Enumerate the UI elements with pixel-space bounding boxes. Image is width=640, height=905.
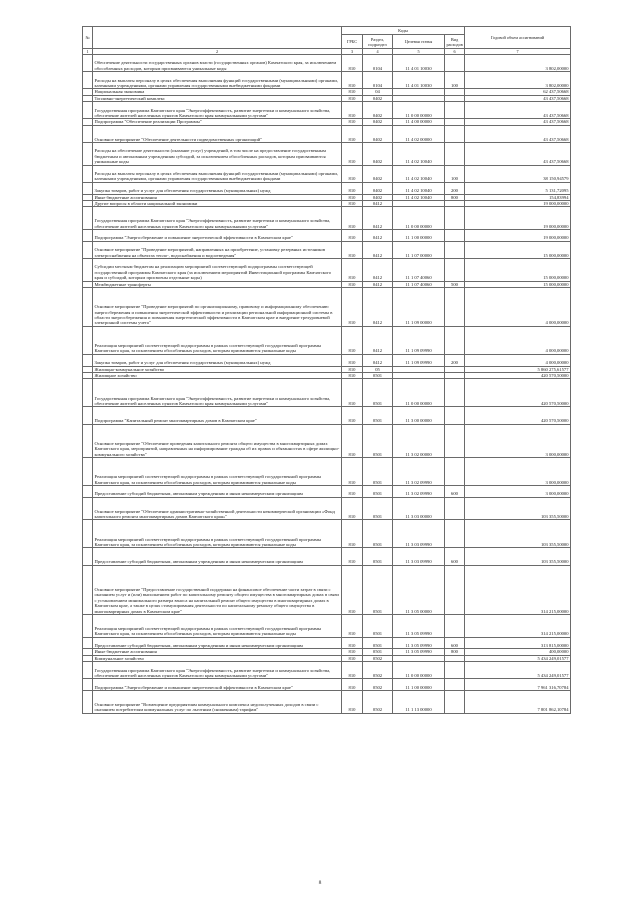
cell-type <box>445 102 465 119</box>
cell-name: Иные бюджетные ассигнования <box>93 194 342 200</box>
cell-number <box>83 679 93 691</box>
cell-grbs: 810 <box>342 379 363 407</box>
table-row <box>83 55 571 72</box>
cell-name: Субсидии местным бюджетам на реализацию мероприятий соответствующей подпрограммы соответствующей государственной программы Камчатского края (за исключением мероприятий Инвестиционной программы Камчатского края и субсидий, которым присвоены отдельные коды) <box>93 258 342 281</box>
table-row <box>83 565 571 615</box>
cell-name: Иные бюджетные ассигнования <box>93 649 342 655</box>
cell-number <box>83 662 93 679</box>
cell-section: 0412 <box>363 326 393 354</box>
cell-amount: 43 437,50668 <box>465 95 571 101</box>
cell-article: 11 4 01 10030 <box>393 72 445 89</box>
cell-amount: 5 131,72095 <box>465 182 571 194</box>
cell-section: 0501 <box>363 497 393 520</box>
header-colnum-5: 5 <box>393 49 445 55</box>
cell-section: 05 <box>363 366 393 372</box>
cell-type <box>445 662 465 679</box>
cell-name: Реализация мероприятий соответствующей подпрограммы в рамках соответствующей государственной программы Камчатского края, за исключением обособленных расходов, которым присваиваются уникальные коды <box>93 326 342 354</box>
cell-name: Подпрограмма "Энергосбережение и повышение энергетической эффективности в Камчатском крае" <box>93 679 342 691</box>
cell-article: 11 3 05 09990 <box>393 637 445 649</box>
table-row <box>83 520 571 548</box>
cell-type: 600 <box>445 548 465 565</box>
cell-name: Государственная программа Камчатского края "Энергоэффективность, развитие энергетики и коммунального хозяйства, обеспечение жителей населенных пунктов Камчатского края коммунальными услугами" <box>93 662 342 679</box>
cell-number <box>83 229 93 241</box>
cell-article: 11 0 00 00000 <box>393 662 445 679</box>
cell-type: 500 <box>445 281 465 287</box>
cell-number <box>83 55 93 72</box>
cell-type <box>445 326 465 354</box>
cell-article: 11 3 05 09990 <box>393 649 445 655</box>
cell-number <box>83 691 93 714</box>
cell-article: 11 0 00 00000 <box>393 102 445 119</box>
cell-grbs: 810 <box>342 89 363 95</box>
table-row <box>83 691 571 714</box>
cell-amount: 3 000,00000 <box>465 424 571 457</box>
cell-amount: 314 215,00000 <box>465 615 571 638</box>
table-row <box>83 662 571 679</box>
cell-amount: 19 000,00000 <box>465 229 571 241</box>
cell-type: 200 <box>445 182 465 194</box>
cell-type <box>445 207 465 230</box>
cell-name: Основное мероприятие "Обеспечение проведения капитального ремонта общего имущества в многоквартирных домах Камчатского края, мероприятий, направленных на информирование граждан об их правах и обязанностях в сфере жилищно-коммунального хозяйства" <box>93 424 342 457</box>
table-row <box>83 457 571 485</box>
cell-section: 0402 <box>363 194 393 200</box>
cell-article: 11 1 09 00000 <box>393 287 445 326</box>
cell-article: 11 3 05 09990 <box>393 615 445 638</box>
header-amount: Годовой объем ассигнований <box>465 27 571 49</box>
cell-grbs: 810 <box>342 194 363 200</box>
table-row <box>83 125 571 142</box>
cell-name: Закупка товаров, работ и услуг для обеспечения государственных (муниципальных) нужд <box>93 182 342 194</box>
cell-section: 0502 <box>363 691 393 714</box>
cell-name: Основное мероприятие "Обеспечение деятельности подведомственных организаций" <box>93 125 342 142</box>
cell-amount: 15 000,00000 <box>465 258 571 281</box>
cell-grbs: 810 <box>342 200 363 206</box>
cell-type <box>445 679 465 691</box>
cell-number <box>83 485 93 497</box>
cell-name: Закупка товаров, работ и услуг для обеспечения государственных (муниципальных) нужд <box>93 354 342 366</box>
cell-grbs: 810 <box>342 287 363 326</box>
cell-section: 0502 <box>363 655 393 661</box>
cell-name: Основное мероприятие "Проведение мероприятий, направленных на приобретение, установку резервных источников электроснабжения на объектах тепло-, водоснабжения и водоотведения" <box>93 241 342 258</box>
page-number: 8 <box>318 880 322 886</box>
cell-type <box>445 407 465 424</box>
header-grbs: ГРБС <box>342 35 363 49</box>
table-row <box>83 207 571 230</box>
cell-grbs: 810 <box>342 102 363 119</box>
cell-number <box>83 615 93 638</box>
cell-name: Предоставление субсидий бюджетным, автономным учреждениям и иным некоммерческим организациям <box>93 485 342 497</box>
cell-grbs: 810 <box>342 637 363 649</box>
cell-article: 11 3 00 00000 <box>393 407 445 424</box>
cell-type: 800 <box>445 194 465 200</box>
cell-name: Основное мероприятие "Предоставление государственной поддержки на финансовое обеспечение части затрат в связи с оказанием услуг и (или) выполнением работ по капитальному ремонту общего имущества в многоквартирных домах в связи с установлением минимального размера взноса на капитальный ремонт общего имущества в многоквартирных домах в Камчатском крае, а также в целях стимулирования деятельности по капитальному ремонту общего имущества в многоквартирных домах в Камчатском крае" <box>93 565 342 615</box>
table-body <box>83 55 571 714</box>
header-colnum-3: 3 <box>342 49 363 55</box>
cell-type <box>445 258 465 281</box>
cell-amount: 103 355,50000 <box>465 520 571 548</box>
cell-section: 0501 <box>363 407 393 424</box>
cell-name: Основное мероприятие "Возмещение предприятиям коммунального комплекса недополученных доходов в связи с оказанием потребителям коммунальных услуг по льготным (сниженным) тарифам" <box>93 691 342 714</box>
cell-section: 0412 <box>363 241 393 258</box>
cell-amount: 154,83994 <box>465 194 571 200</box>
cell-grbs: 810 <box>342 142 363 165</box>
table-row <box>83 679 571 691</box>
table-row <box>83 72 571 89</box>
table-row <box>83 485 571 497</box>
cell-section: 0412 <box>363 200 393 206</box>
cell-article: 11 4 01 10030 <box>393 55 445 72</box>
cell-section: 0402 <box>363 142 393 165</box>
cell-name: Обеспечение деятельности государственных органов власти (государственных органов) Камчатского края, за исключением обособленных расходов, которым присваиваются уникальные коды <box>93 55 342 72</box>
cell-article: 11 1 07 00000 <box>393 241 445 258</box>
table-row <box>83 142 571 165</box>
cell-number <box>83 520 93 548</box>
cell-number <box>83 565 93 615</box>
cell-name: Коммунальное хозяйство <box>93 655 342 661</box>
cell-type <box>445 55 465 72</box>
cell-name: Реализация мероприятий соответствующей подпрограммы в рамках соответствующей государственной программы Камчатского края, за исключением обособленных расходов, которым присваиваются уникальные коды <box>93 457 342 485</box>
cell-section: 0104 <box>363 72 393 89</box>
cell-section: 0402 <box>363 165 393 182</box>
cell-amount: 43 437,50668 <box>465 125 571 142</box>
cell-amount: 7 961 316,70784 <box>465 679 571 691</box>
cell-section: 0412 <box>363 281 393 287</box>
cell-article: 11 4 02 10040 <box>393 194 445 200</box>
header-type: Вид расходов <box>446 36 463 47</box>
cell-grbs: 810 <box>342 281 363 287</box>
cell-amount: 420 570,50000 <box>465 379 571 407</box>
cell-name: Жилищно-коммунальное хозяйство <box>93 366 342 372</box>
cell-name: Расходы на обеспечение деятельности (оказание услуг) учреждений, в том числе на предоставление государственным бюджетным и автономным учреждениям субсидий, за исключением обособленных расходов, которым присваиваются уникальные коды <box>93 142 342 165</box>
cell-amount: 3 000,00000 <box>465 485 571 497</box>
table-row <box>83 241 571 258</box>
table-row <box>83 379 571 407</box>
cell-article: 11 4 02 10040 <box>393 182 445 194</box>
table-row <box>83 287 571 326</box>
cell-number <box>83 637 93 649</box>
cell-section: 0402 <box>363 119 393 125</box>
cell-grbs: 810 <box>342 182 363 194</box>
cell-section: 0501 <box>363 637 393 649</box>
header-colnum-6: 6 <box>445 49 465 55</box>
cell-grbs: 810 <box>342 679 363 691</box>
cell-name: Другие вопросы в области национальной экономики <box>93 200 342 206</box>
cell-number <box>83 72 93 89</box>
cell-amount: 19 000,00000 <box>465 200 571 206</box>
cell-type: 600 <box>445 637 465 649</box>
cell-section: 0412 <box>363 354 393 366</box>
cell-type: 200 <box>445 354 465 366</box>
cell-amount: 43 437,50668 <box>465 102 571 119</box>
cell-grbs: 810 <box>342 207 363 230</box>
cell-type <box>445 229 465 241</box>
cell-name: Предоставление субсидий бюджетным, автономным учреждениям и иным некоммерческим организациям <box>93 548 342 565</box>
cell-grbs: 810 <box>342 55 363 72</box>
table-row <box>83 615 571 638</box>
header-name <box>93 27 342 49</box>
header-section: Раздел, подраздел <box>363 35 393 49</box>
cell-section: 0412 <box>363 229 393 241</box>
cell-number <box>83 142 93 165</box>
cell-name: Подпрограмма "Обеспечение реализации Программы" <box>93 119 342 125</box>
cell-type <box>445 615 465 638</box>
cell-article: 11 1 07 40060 <box>393 281 445 287</box>
cell-grbs: 810 <box>342 565 363 615</box>
cell-name: Подпрограмма "Капитальный ремонт многоквартирных домов в Камчатском крае" <box>93 407 342 424</box>
cell-section: 0501 <box>363 520 393 548</box>
cell-amount: 314 215,00000 <box>465 565 571 615</box>
cell-amount: 3 802,00000 <box>465 55 571 72</box>
cell-type <box>445 142 465 165</box>
cell-amount: 4 000,00000 <box>465 326 571 354</box>
cell-amount: 43 437,50668 <box>465 119 571 125</box>
budget-table <box>82 26 571 714</box>
cell-grbs: 810 <box>342 258 363 281</box>
cell-grbs: 810 <box>342 229 363 241</box>
cell-name: Жилищное хозяйство <box>93 372 342 378</box>
cell-amount: 420 570,50000 <box>465 407 571 424</box>
header-colnum-4: 4 <box>363 49 393 55</box>
cell-article: 11 1 07 40060 <box>393 258 445 281</box>
cell-amount: 103 355,50000 <box>465 497 571 520</box>
cell-amount: 19 000,00000 <box>465 207 571 230</box>
cell-article: 11 1 00 00000 <box>393 229 445 241</box>
cell-amount: 103 355,50000 <box>465 548 571 565</box>
cell-amount: 4 000,00000 <box>465 354 571 366</box>
cell-type <box>445 520 465 548</box>
header-colnum-2: 2 <box>93 49 342 55</box>
cell-type <box>445 241 465 258</box>
cell-article: 11 1 13 00000 <box>393 691 445 714</box>
table-row <box>83 165 571 182</box>
cell-section: 0502 <box>363 662 393 679</box>
cell-grbs: 810 <box>342 95 363 101</box>
cell-name: Государственная программа Камчатского края "Энергоэффективность, развитие энергетики и коммунального хозяйства, обеспечение жителей населенных пунктов Камчатского края коммунальными услугами" <box>93 379 342 407</box>
cell-grbs: 810 <box>342 72 363 89</box>
table-row <box>83 407 571 424</box>
table-row <box>83 258 571 281</box>
cell-article: 11 0 00 00000 <box>393 379 445 407</box>
cell-type <box>445 379 465 407</box>
table-row <box>83 548 571 565</box>
cell-article: 11 3 02 09990 <box>393 457 445 485</box>
cell-grbs: 810 <box>342 457 363 485</box>
cell-name: Подпрограмма "Энергосбережение и повышение энергетической эффективности в Камчатском крае" <box>93 229 342 241</box>
cell-number <box>83 548 93 565</box>
cell-grbs: 810 <box>342 366 363 372</box>
cell-section: 0501 <box>363 565 393 615</box>
table-row <box>83 229 571 241</box>
cell-amount: 15 000,00000 <box>465 241 571 258</box>
table-row <box>83 637 571 649</box>
cell-name: Национальная экономика <box>93 89 342 95</box>
cell-section: 0402 <box>363 125 393 142</box>
cell-grbs: 810 <box>342 520 363 548</box>
cell-number <box>83 182 93 194</box>
cell-grbs: 810 <box>342 326 363 354</box>
cell-section: 0412 <box>363 207 393 230</box>
cell-section: 0412 <box>363 287 393 326</box>
table-row <box>83 497 571 520</box>
cell-name: Расходы на выплаты персоналу в целях обеспечения выполнения функций государственными (муниципальными) органами, казенными учреждениями, органами управления государственными внебюджетными фондами <box>93 165 342 182</box>
cell-number <box>83 457 93 485</box>
cell-number <box>83 165 93 182</box>
cell-type: 800 <box>445 649 465 655</box>
cell-article: 11 3 05 00000 <box>393 565 445 615</box>
cell-section: 0501 <box>363 379 393 407</box>
cell-number <box>83 287 93 326</box>
cell-section: 0412 <box>363 258 393 281</box>
cell-type: 100 <box>445 72 465 89</box>
cell-number <box>83 407 93 424</box>
cell-grbs: 810 <box>342 125 363 142</box>
table-row <box>83 354 571 366</box>
cell-grbs: 810 <box>342 424 363 457</box>
cell-type <box>445 287 465 326</box>
cell-section: 0402 <box>363 182 393 194</box>
cell-section: 0501 <box>363 548 393 565</box>
cell-section: 0502 <box>363 679 393 691</box>
cell-article: 11 1 09 09990 <box>393 326 445 354</box>
cell-type <box>445 424 465 457</box>
cell-name: Межбюджетные трансферты <box>93 281 342 287</box>
cell-name: Основное мероприятие "Обеспечение административно-хозяйственной деятельности некоммерческой организации «Фонд капитального ремонта многоквартирных домов Камчатского края»" <box>93 497 342 520</box>
table-row <box>83 102 571 119</box>
cell-grbs: 810 <box>342 372 363 378</box>
cell-type <box>445 457 465 485</box>
cell-article: 11 1 00 00000 <box>393 679 445 691</box>
table-row <box>83 424 571 457</box>
cell-grbs: 810 <box>342 649 363 655</box>
cell-amount: 15 000,00000 <box>465 281 571 287</box>
cell-article: 11 1 09 09990 <box>393 354 445 366</box>
header-codes: Коды <box>342 27 465 35</box>
cell-section: 0402 <box>363 102 393 119</box>
cell-grbs: 810 <box>342 241 363 258</box>
header-colnum-7: 7 <box>465 49 571 55</box>
cell-article: 11 4 02 10040 <box>393 142 445 165</box>
cell-type <box>445 497 465 520</box>
cell-section: 0402 <box>363 95 393 101</box>
cell-article: 11 4 00 00000 <box>393 119 445 125</box>
cell-type <box>445 691 465 714</box>
cell-amount: 313 815,00000 <box>465 637 571 649</box>
cell-grbs: 810 <box>342 655 363 661</box>
cell-grbs: 810 <box>342 407 363 424</box>
header-number: № <box>83 27 93 49</box>
cell-article: 11 4 02 00000 <box>393 125 445 142</box>
cell-section: 0501 <box>363 457 393 485</box>
table-row <box>83 182 571 194</box>
cell-article: 11 3 02 00000 <box>393 424 445 457</box>
cell-name: Основное мероприятие "Проведение мероприятий по организационному, правовому и информационному обеспечению энергосбережения и повышения энергетической эффективности и реализации региональной информационной системы в области энергосбережения и повышения энергетической эффективности в Камчатском крае и внедрение трехуровневой электронной системы учета" <box>93 287 342 326</box>
cell-section: 0501 <box>363 485 393 497</box>
cell-name: Реализация мероприятий соответствующей подпрограммы в рамках соответствующей государственной программы Камчатского края, за исключением обособленных расходов, которым присваиваются уникальные коды <box>93 520 342 548</box>
cell-amount: 3 000,00000 <box>465 457 571 485</box>
cell-amount: 62 437,50668 <box>465 89 571 95</box>
cell-name: Расходы на выплаты персоналу в целях обеспечения выполнения функций государственными (муниципальными) органами, казенными учреждениями, органами управления государственными внебюджетными фондами <box>93 72 342 89</box>
header-colnum-1: 1 <box>83 49 93 55</box>
table-header <box>83 27 571 55</box>
cell-article: 11 3 03 09990 <box>393 548 445 565</box>
cell-grbs: 810 <box>342 691 363 714</box>
cell-number <box>83 424 93 457</box>
cell-type: 100 <box>445 165 465 182</box>
cell-type <box>445 565 465 615</box>
cell-number <box>83 102 93 119</box>
cell-grbs: 810 <box>342 615 363 638</box>
cell-article: 11 4 02 10040 <box>393 165 445 182</box>
cell-type <box>445 125 465 142</box>
cell-number <box>83 241 93 258</box>
cell-amount: 43 437,50668 <box>465 142 571 165</box>
cell-grbs: 810 <box>342 119 363 125</box>
cell-number <box>83 354 93 366</box>
table-row <box>83 326 571 354</box>
cell-amount: 5 860 275,61577 <box>465 366 571 372</box>
cell-article: 11 3 03 09990 <box>393 520 445 548</box>
cell-name: Государственная программа Камчатского края "Энергоэффективность, развитие энергетики и коммунального хозяйства, обеспечение жителей населенных пунктов Камчатского края коммунальными услугами" <box>93 102 342 119</box>
cell-number <box>83 207 93 230</box>
cell-grbs: 810 <box>342 662 363 679</box>
cell-name: Реализация мероприятий соответствующей подпрограммы в рамках соответствующей государственной программы Камчатского края, за исключением обособленных расходов, которым присваиваются уникальные коды <box>93 615 342 638</box>
cell-number <box>83 379 93 407</box>
cell-number <box>83 258 93 281</box>
cell-amount: 5 434 249,01577 <box>465 662 571 679</box>
cell-number <box>83 125 93 142</box>
cell-amount: 7 801 862,10784 <box>465 691 571 714</box>
cell-grbs: 810 <box>342 354 363 366</box>
cell-number <box>83 326 93 354</box>
cell-number <box>83 497 93 520</box>
cell-grbs: 810 <box>342 165 363 182</box>
cell-section: 0501 <box>363 372 393 378</box>
cell-amount: 420 570,50000 <box>465 372 571 378</box>
budget-table-sheet <box>82 26 570 714</box>
cell-grbs: 810 <box>342 497 363 520</box>
cell-name: Предоставление субсидий бюджетным, автономным учреждениям и иным некоммерческим организациям <box>93 637 342 649</box>
cell-type: 600 <box>445 485 465 497</box>
cell-amount: 3 802,00000 <box>465 72 571 89</box>
cell-name: Топливно-энергетический комплекс <box>93 95 342 101</box>
cell-article: 11 3 02 09990 <box>393 485 445 497</box>
cell-grbs: 810 <box>342 548 363 565</box>
cell-grbs: 810 <box>342 485 363 497</box>
cell-section: 0501 <box>363 424 393 457</box>
cell-section: 0104 <box>363 55 393 72</box>
cell-amount: 5 434 249,01577 <box>465 655 571 661</box>
cell-name: Государственная программа Камчатского края "Энергоэффективность, развитие энергетики и коммунального хозяйства, обеспечение жителей населенных пунктов Камчатского края коммунальными услугами" <box>93 207 342 230</box>
cell-article: 11 0 00 00000 <box>393 207 445 230</box>
cell-amount: 38 150,94579 <box>465 165 571 182</box>
cell-section: 0501 <box>363 615 393 638</box>
cell-article: 11 3 03 00000 <box>393 497 445 520</box>
cell-amount: 4 000,00000 <box>465 287 571 326</box>
cell-section: 0501 <box>363 649 393 655</box>
cell-amount: 400,00000 <box>465 649 571 655</box>
header-article: Целевая статья <box>393 35 445 49</box>
cell-section: 04 <box>363 89 393 95</box>
